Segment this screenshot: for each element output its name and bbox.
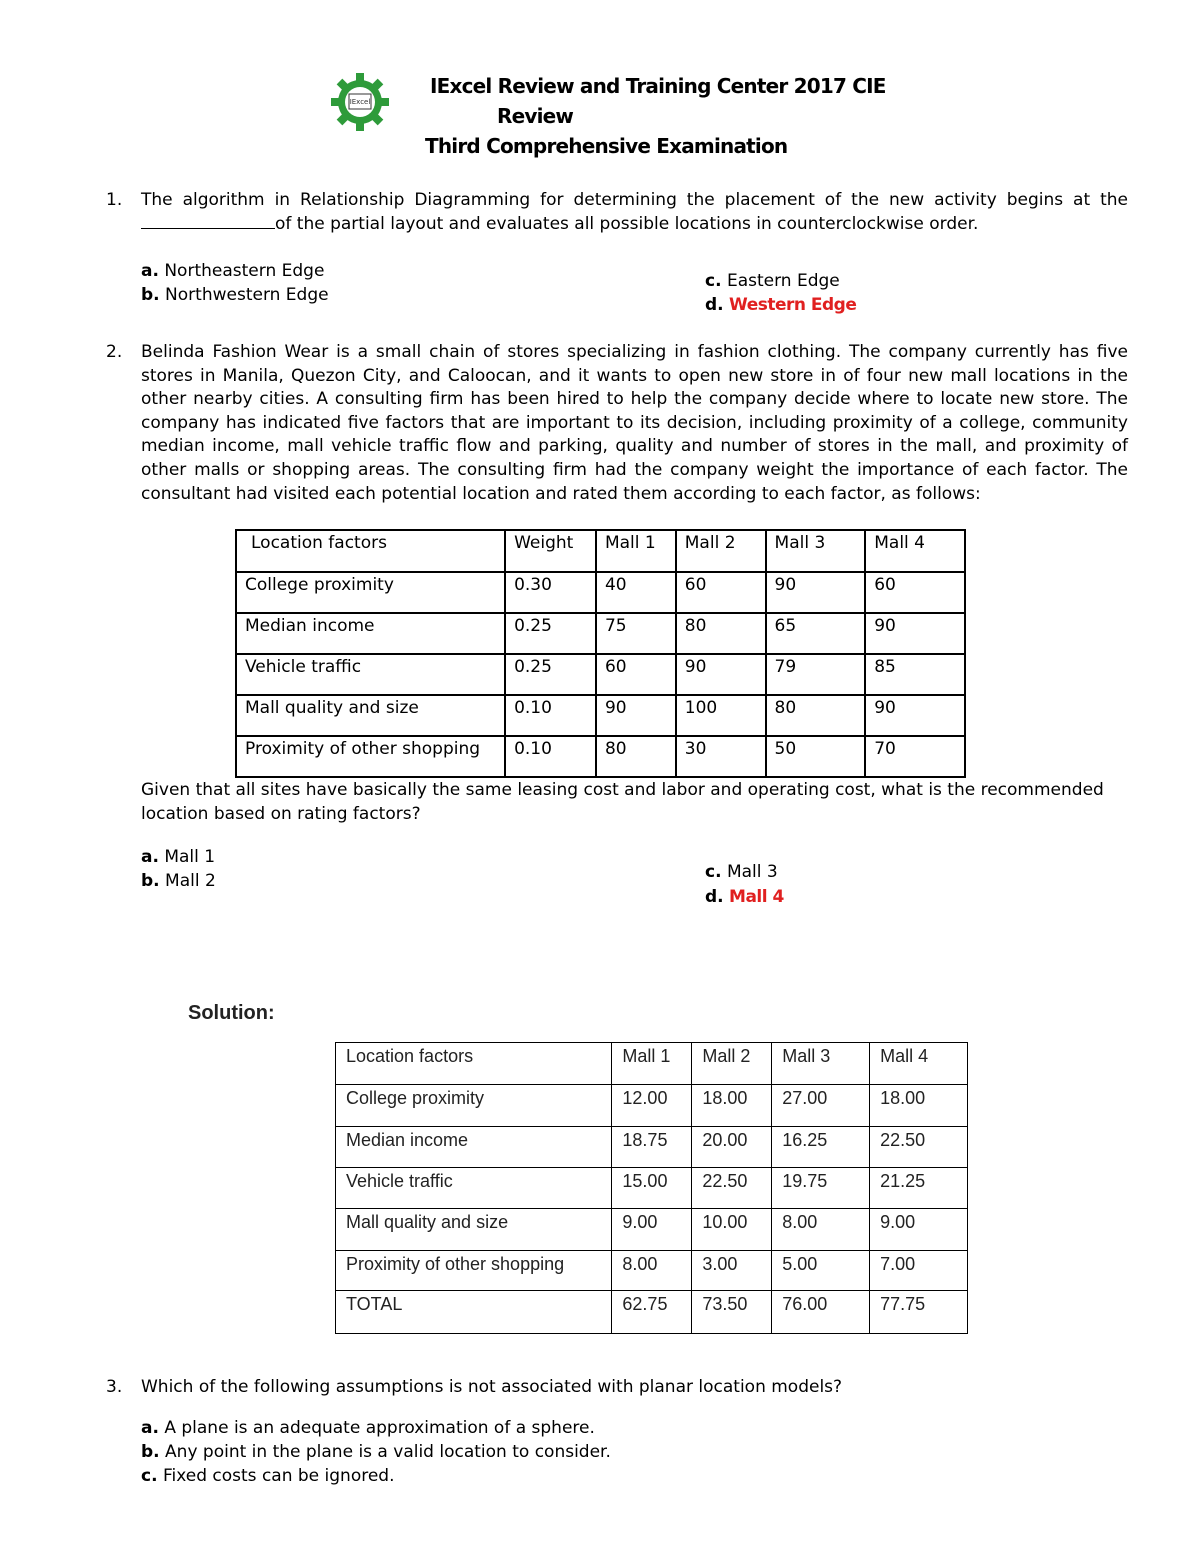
- option-b: b. Northwestern Edge: [141, 285, 329, 305]
- option-a: a. A plane is an adequate approximation of a sphere.: [141, 1418, 595, 1438]
- table-header-row: Location factors Weight Mall 1 Mall 2 Mall 3 Mall 4: [236, 530, 965, 572]
- option-d-correct: d. Mall 4: [705, 887, 784, 907]
- svg-text:IExcel: IExcel: [349, 98, 371, 106]
- table-row: Proximity of other shopping 8.00 3.00 5.00 7.00: [336, 1251, 968, 1291]
- question-text: The algorithm in Relationship Diagramming for determining the placement of the new activity begins at the of the partial layout and evaluates all possible locations in counterclockwise order.: [141, 190, 1128, 234]
- header-title: IExcel Review and Training Center 2017 CIE: [430, 74, 886, 98]
- rating-table: [235, 529, 966, 778]
- question-text: Which of the following assumptions is not associated with planar location models?: [141, 1377, 843, 1397]
- option-d-correct: d. Western Edge: [705, 295, 857, 315]
- table-row: Vehicle traffic 0.25 60 90 79 85: [236, 654, 965, 695]
- question-number: 2.: [106, 342, 123, 362]
- option-c: c. Eastern Edge: [705, 271, 840, 291]
- table-row: College proximity 0.30 40 60 90 60: [236, 572, 965, 613]
- table-row: Proximity of other shopping 0.10 80 30 50 70: [236, 736, 965, 777]
- option-b: b. Any point in the plane is a valid location to consider.: [141, 1442, 611, 1462]
- table-row: College proximity 12.00 18.00 27.00 18.00: [336, 1085, 968, 1127]
- iexcel-logo: [330, 72, 390, 132]
- question-text: Belinda Fashion Wear is a small chain of stores specializing in fashion clothing. The company currently has five stores in Manila, Quezon City, and Caloocan, and it wants to open new store in of four new mall locations in the other nearby cities. A consulting firm has been hired to help the company decide where to locate new store. The company has indicated five factors that are important to its decision, including proximity of a college, community median income, mall vehicle traffic flow and parking, quality and number of stores in the mall, and proximity of other malls or shopping areas. The consulting firm had the company weight the importance of each factor. The consultant had visited each potential location and rated them according to each factor, as follows:: [141, 342, 1128, 504]
- fill-blank: [141, 215, 275, 229]
- table-row: Median income 0.25 75 80 65 90: [236, 613, 965, 654]
- table-header-row: Location factors Mall 1 Mall 2 Mall 3 Mall 4: [336, 1043, 968, 1085]
- solution-table: [335, 1042, 968, 1334]
- option-c: c. Mall 3: [705, 862, 778, 882]
- table-row: Mall quality and size 9.00 10.00 8.00 9.00: [336, 1209, 968, 1251]
- table-row: Median income 18.75 20.00 16.25 22.50: [336, 1127, 968, 1168]
- solution-label: Solution:: [188, 1002, 275, 1024]
- option-a: a. Mall 1: [141, 847, 216, 867]
- header-subtitle: Review: [497, 104, 574, 128]
- table-total-row: TOTAL 62.75 73.50 76.00 77.75: [336, 1291, 968, 1334]
- option-b: b. Mall 2: [141, 871, 216, 891]
- question-number: 1.: [106, 190, 123, 210]
- option-c: c. Fixed costs can be ignored.: [141, 1466, 395, 1486]
- table-row: Mall quality and size 0.10 90 100 80 90: [236, 695, 965, 736]
- table-row: Vehicle traffic 15.00 22.50 19.75 21.25: [336, 1168, 968, 1209]
- option-a: a. Northeastern Edge: [141, 261, 325, 281]
- header-exam-name: Third Comprehensive Examination: [425, 134, 788, 158]
- question-number: 3.: [106, 1377, 123, 1397]
